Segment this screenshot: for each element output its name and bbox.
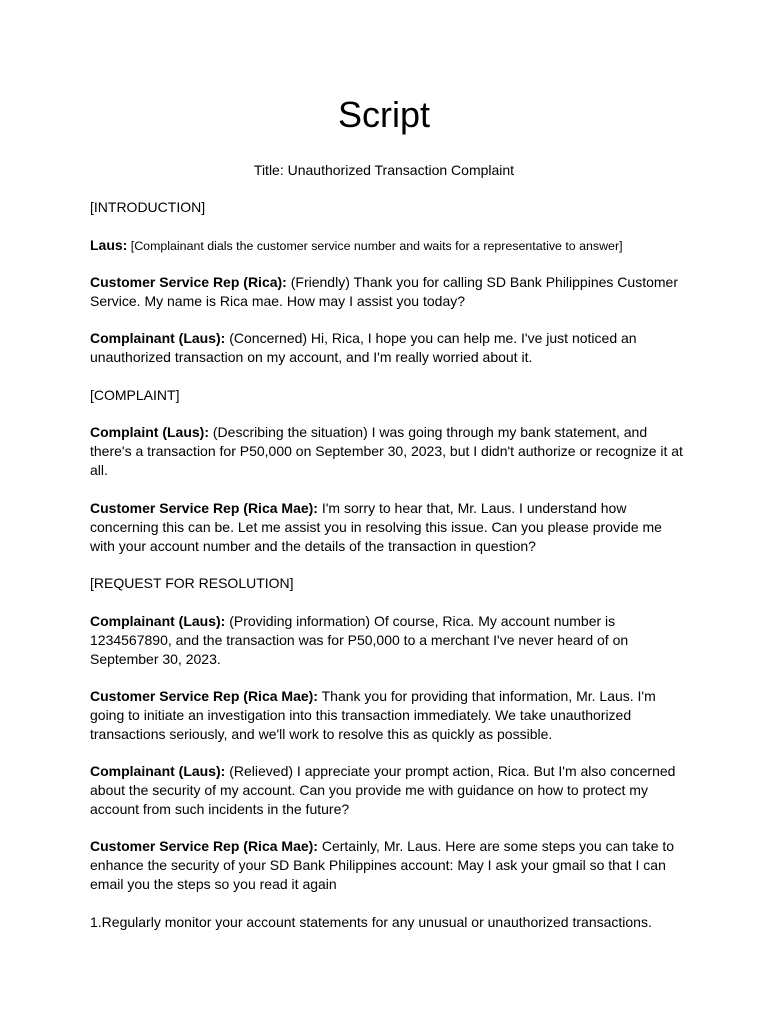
script-line xyxy=(90,236,685,256)
speaker-label: Laus: xyxy=(90,237,128,253)
list-item xyxy=(90,913,685,932)
speaker-label: Customer Service Rep (Rica Mae): xyxy=(90,688,318,704)
line-text: (Providing information) Of course, Rica. My account number is 1234567890, and the transaction was for P50,000 to a merchant I've never heard of on September 30, 2023. xyxy=(90,613,629,667)
speaker-label: Customer Service Rep (Rica): xyxy=(90,274,287,290)
document-subtitle: Title: Unauthorized Transaction Complaint xyxy=(253,162,515,178)
script-line xyxy=(90,612,685,669)
line-text: (Describing the situation) I was going through my bank statement, and there's a transaction for P50,000 on September 30, 2023, but I didn't authorize or recognize it at all. xyxy=(90,424,683,478)
section-heading-complaint xyxy=(90,386,685,405)
block-text: [COMPLAINT] xyxy=(90,387,180,403)
line-text: (Concerned) Hi, Rica, I hope you can help me. I've just noticed an unauthorized transaction on my account, and I'm really worried about it. xyxy=(90,330,637,365)
speaker-label: Complainant (Laus): xyxy=(90,330,226,346)
script-line xyxy=(90,273,685,311)
speaker-label: Complainant (Laus): xyxy=(90,763,226,779)
line-text: Thank you for providing that information, Mr. Laus. I'm going to initiate an investigation into this transaction immediately. We take unauthorized transactions seriously, and we'll work to resolve this as quickly as possible. xyxy=(90,688,656,742)
block-text: [INTRODUCTION] xyxy=(90,199,206,215)
line-text: [Complainant dials the customer service number and waits for a representative to answer] xyxy=(127,239,623,253)
speaker-label: Complainant (Laus): xyxy=(90,613,226,629)
line-text: (Friendly) Thank you for calling SD Bank Philippines Customer Service. My name is Rica mae. How may I assist you today? xyxy=(90,274,678,309)
block-text: [REQUEST FOR RESOLUTION] xyxy=(90,575,294,591)
speaker-label: Customer Service Rep (Rica Mae): xyxy=(90,838,318,854)
script-line xyxy=(90,329,685,367)
script-line xyxy=(90,687,685,744)
speaker-label: Complaint (Laus): xyxy=(90,424,209,440)
line-text: (Relieved) I appreciate your prompt action, Rica. But I'm also concerned about the security of my account. Can you provide me with guidance on how to protect my account from such incidents in the future? xyxy=(90,763,676,817)
script-line xyxy=(90,423,685,480)
document-title: Script xyxy=(337,94,431,135)
script-line xyxy=(90,499,685,556)
block-text: 1.Regularly monitor your account statements for any unusual or unauthorized transactions. xyxy=(90,914,652,930)
script-line xyxy=(90,837,685,894)
section-heading-introduction xyxy=(90,198,685,217)
line-text: Certainly, Mr. Laus. Here are some steps you can take to enhance the security of your SD Bank Philippines account: May I ask your gmail so that I can email you the steps so you read it again xyxy=(90,838,675,892)
speaker-label: Customer Service Rep (Rica Mae): xyxy=(90,500,318,516)
section-heading-request-for-resolution xyxy=(90,574,685,593)
script-line xyxy=(90,762,685,819)
line-text: I'm sorry to hear that, Mr. Laus. I understand how concerning this can be. Let me assist you in resolving this issue. Can you please provide me with your account number and the details of the transaction in question? xyxy=(90,500,662,554)
